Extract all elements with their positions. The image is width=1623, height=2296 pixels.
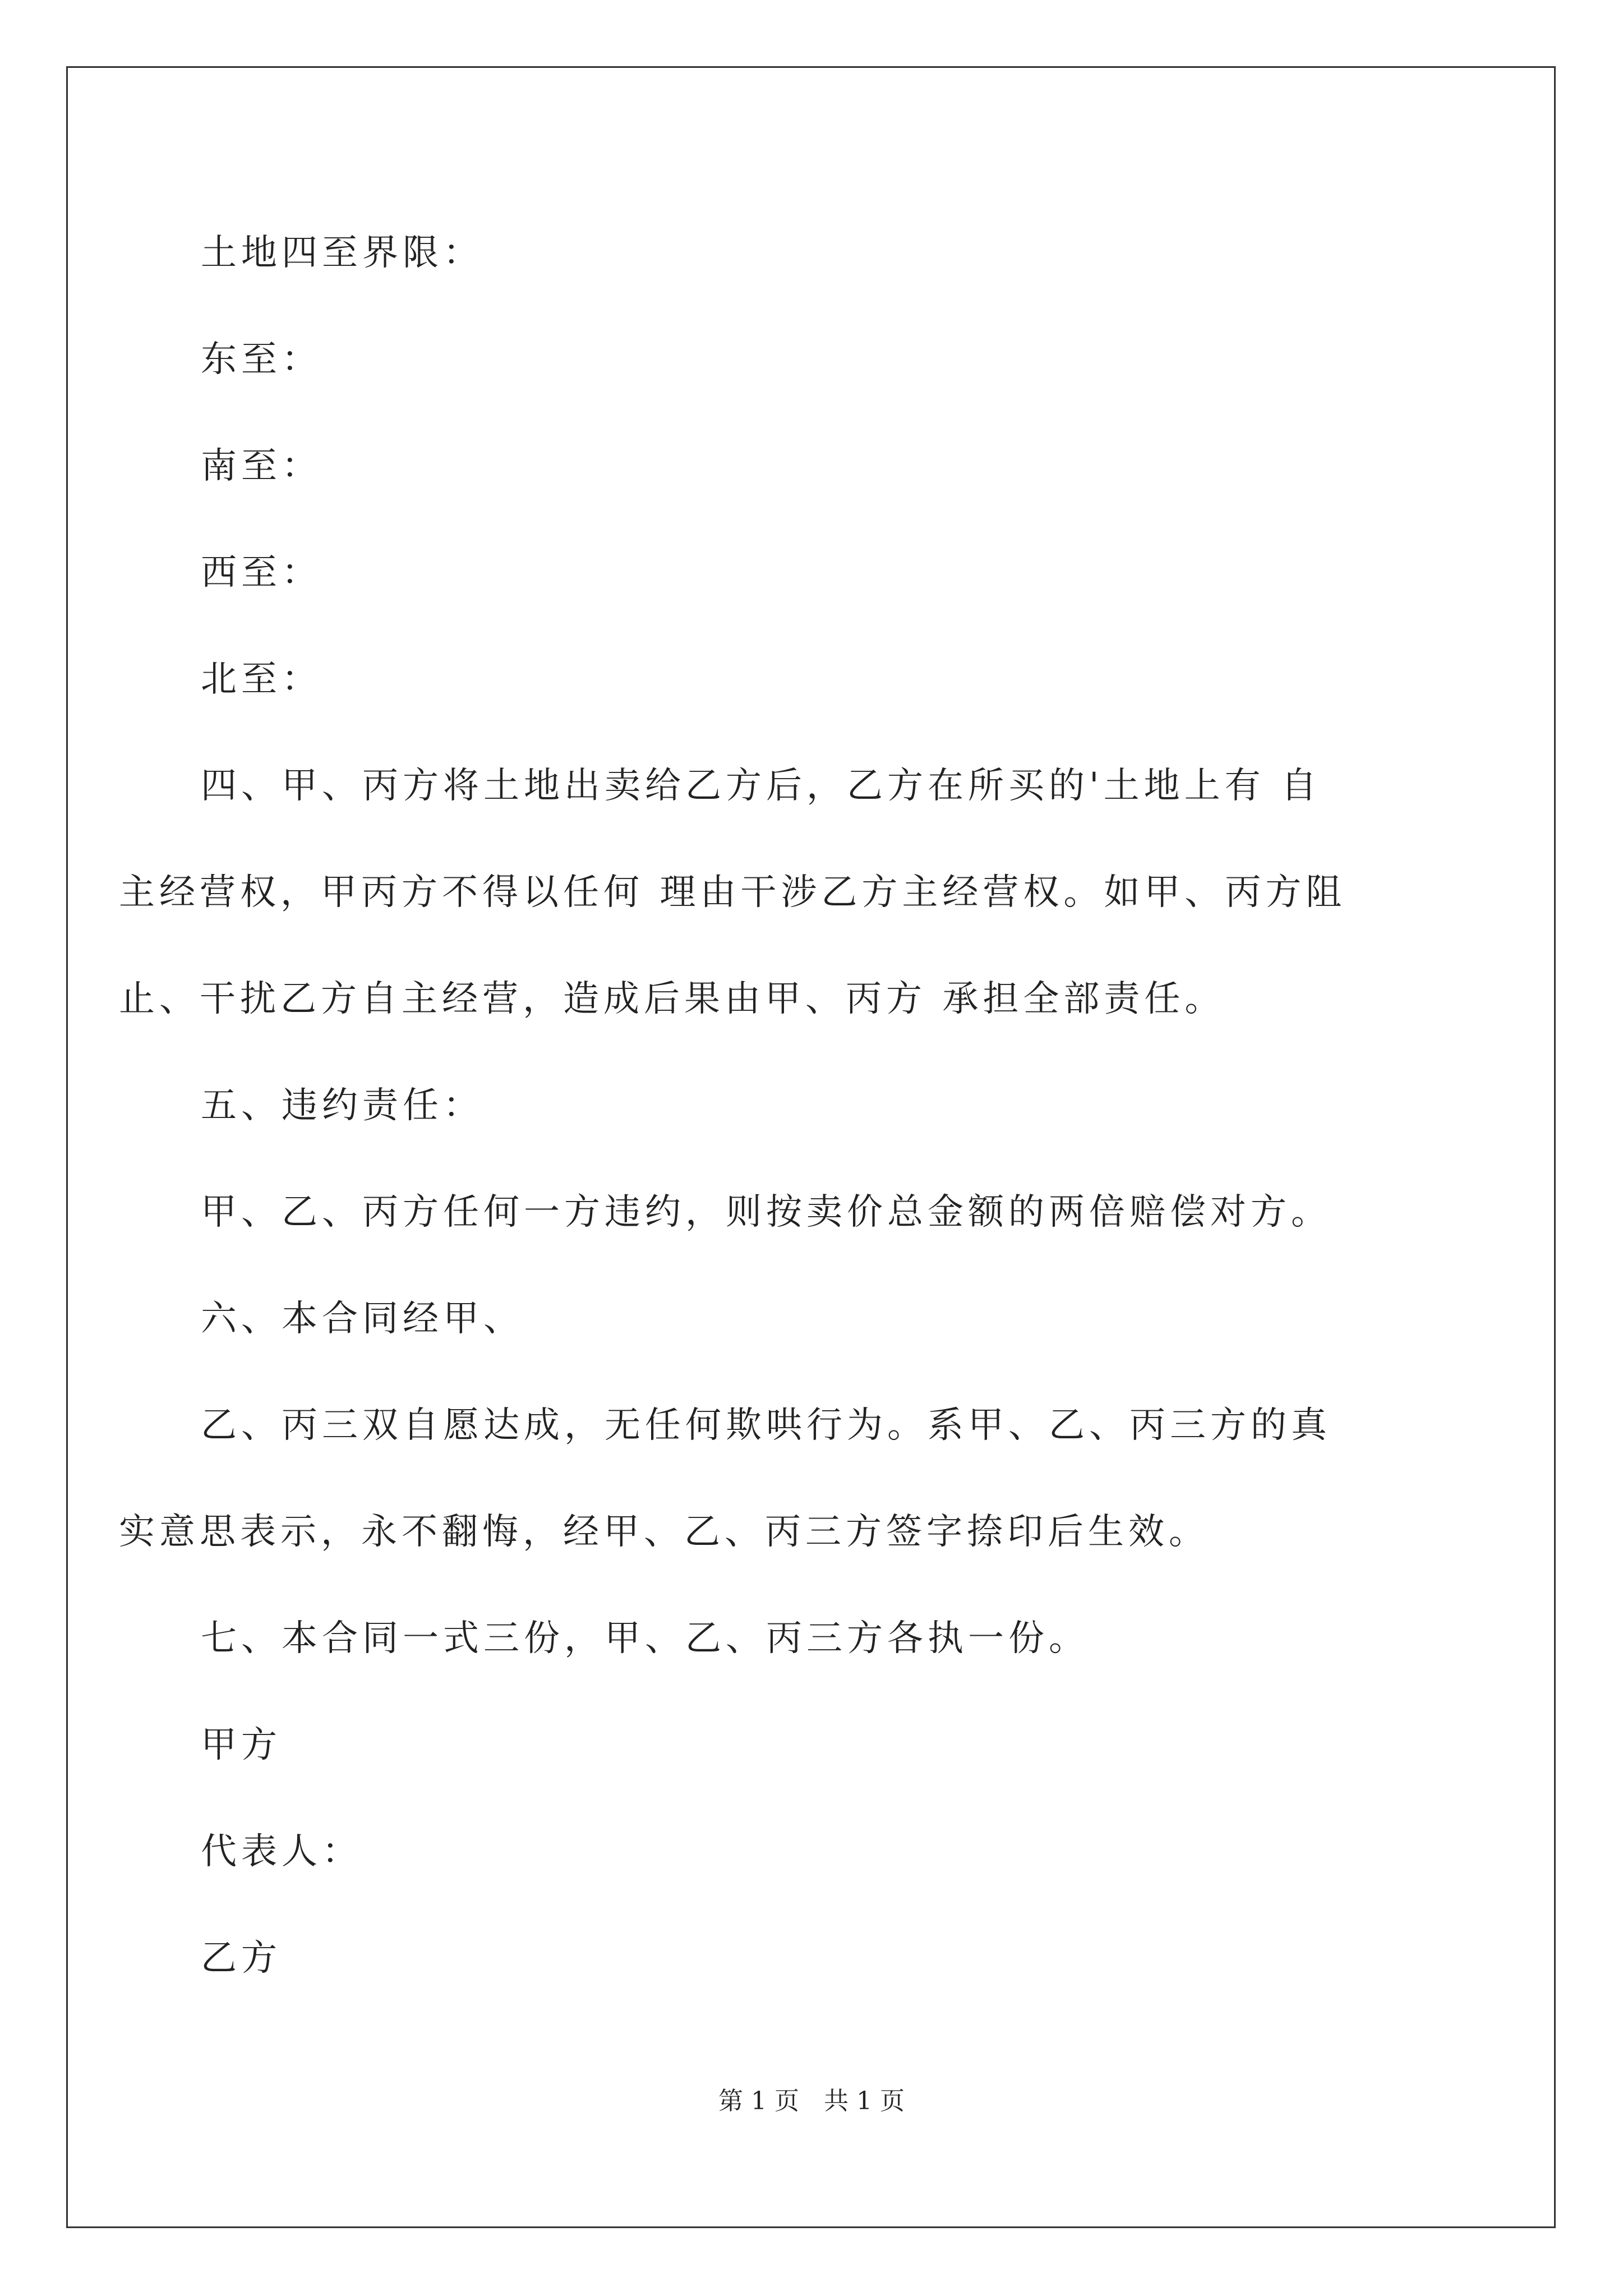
boundary-heading: 土地四至界限：	[201, 232, 483, 274]
clause-seven: 七、本合同一式三份，甲、乙、丙三方各执一份。	[201, 1618, 1089, 1659]
party-b-label: 乙方	[201, 1938, 282, 1979]
clause-six-heading: 六、本合同经甲、	[201, 1298, 524, 1340]
page-footer: 第 1 页 共 1 页	[718, 2087, 905, 2115]
clause-five-heading: 五、违约责任：	[201, 1085, 483, 1126]
clause-six-line-1: 乙、丙三双自愿达成，无任何欺哄行为。系甲、乙、丙三方的真	[201, 1405, 1331, 1446]
clause-five-text: 甲、乙、丙方任何一方违约，则按卖价总金额的两倍赔偿对方。	[201, 1191, 1331, 1233]
north-boundary: 北至：	[201, 659, 322, 700]
east-boundary: 东至：	[201, 339, 322, 380]
clause-four-line-3: 止、干扰乙方自主经营，造成后果由甲、丙方 承担全部责任。	[119, 978, 1225, 1020]
party-a-label: 甲方	[201, 1724, 282, 1766]
clause-six-line-2: 实意思表示，永不翻悔，经甲、乙、丙三方签字捺印后生效。	[119, 1511, 1209, 1553]
south-boundary: 南至：	[201, 445, 322, 487]
clause-four-line-1: 四、甲、丙方将土地出卖给乙方后，乙方在所买的'土地上有 自	[201, 765, 1321, 807]
representative-label: 代表人：	[201, 1831, 362, 1872]
page-frame	[66, 66, 1556, 2228]
west-boundary: 西至：	[201, 552, 322, 593]
clause-four-line-2: 主经营权，甲丙方不得以任何 理由干涉乙方主经营权。如甲、丙方阻	[119, 872, 1347, 913]
